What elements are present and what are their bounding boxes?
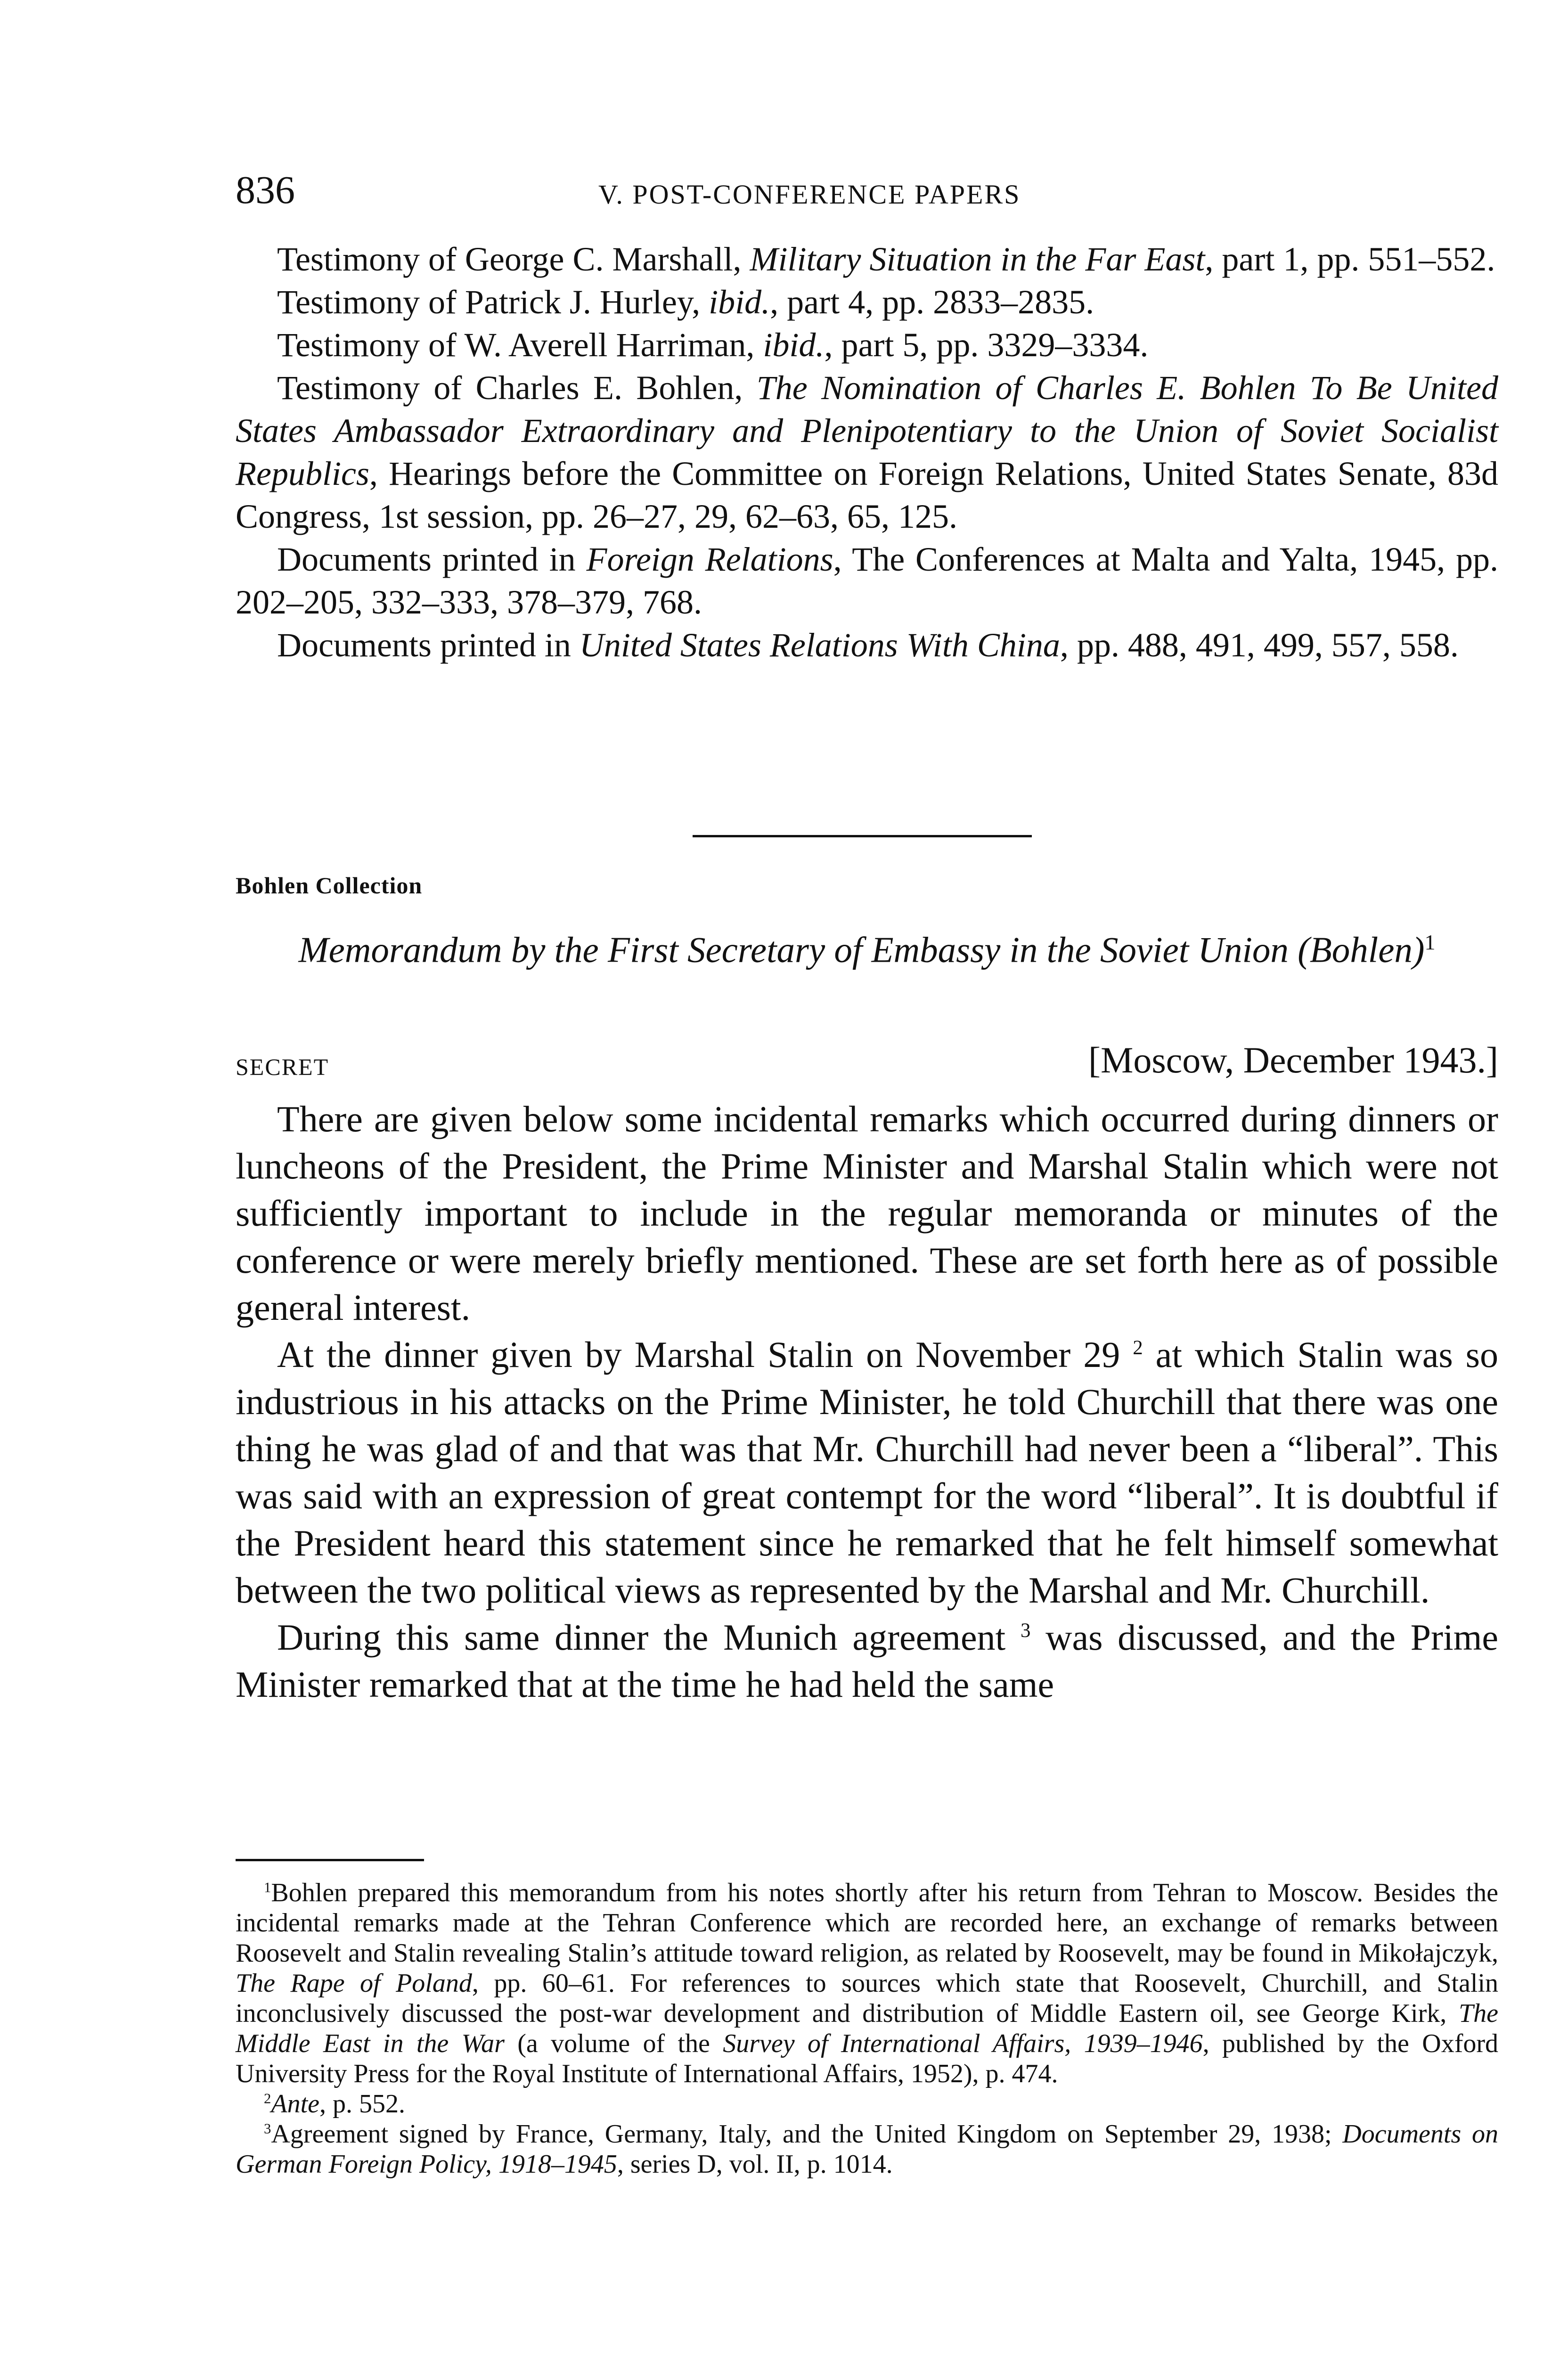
text-run: was discussed, and the Prime Minister remarked that at the time he had held the same [236, 1617, 1498, 1705]
text-run: Agreement signed by France, Germany, Italy, and the United Kingdom on September 29, 1938; [271, 2119, 1343, 2149]
footnote-mark: 1 [264, 1879, 271, 1896]
italic-text: Military Situation in the Far East [750, 240, 1205, 278]
text-run: , part 1, pp. 551–552. [1205, 240, 1495, 278]
footnote [236, 2089, 1498, 2119]
italic-text: Documents on German Foreign Policy, 1918–1945 [236, 2119, 1498, 2179]
text-run: , The Conferences at Malta and Yalta, 1945, pp. 202–205, 332–333, 378–379, 768. [236, 540, 1499, 621]
text-run: Documents printed in [277, 540, 587, 578]
text-run: There are given below some incidental remarks which occurred during dinners or luncheons of the President, the Prime Minister and Marshal Stalin which were not sufficiently important to include in the regular memoranda or minutes of the conference or were merely briefly mentioned. These are set forth here as of possible general interest. [236, 1098, 1498, 1328]
source-entry [236, 538, 1498, 624]
memorandum-body [236, 1096, 1498, 1708]
source-entry [236, 324, 1498, 367]
source-entry [236, 624, 1498, 667]
italic-text: ibid. [709, 283, 770, 321]
italic-text: The Rape of Poland [236, 1969, 472, 1998]
text-run: , p. 552. [319, 2089, 406, 2119]
text-run: , part 4, pp. 2833–2835. [770, 283, 1094, 321]
document-title [236, 919, 1498, 973]
text-run: During this same dinner the Munich agreement [277, 1617, 1021, 1658]
text-run: at which Stalin was so industrious in his attacks on the Prime Minister, he told Churchill that there was one thing he was glad of and that was that Mr. Churchill had never been a “liberal”. This was said with an expression of great contempt for the word “liberal”. It is doubtful if the President heard this statement since he remarked that he felt himself somewhat between the two political views as represented by the Marshal and Mr. Churchill. [236, 1334, 1498, 1611]
footnote-mark: 3 [264, 2120, 271, 2137]
source-entry [236, 367, 1498, 538]
footnotes [236, 1878, 1498, 2179]
title-footnote-mark: 1 [1424, 930, 1436, 954]
classification-label: SECRET [236, 1054, 329, 1080]
text-run: , pp. 488, 491, 499, 557, 558. [1060, 626, 1459, 664]
body-paragraph [236, 1614, 1498, 1708]
source-entry [236, 281, 1498, 324]
text-run: Testimony of Charles E. Bohlen, [277, 369, 757, 407]
text-run: Documents printed in [277, 626, 580, 664]
section-divider [693, 835, 1032, 837]
title-text: Memorandum by the First Secretary of Embassy in the Soviet Union (Bohlen) [298, 929, 1425, 970]
body-paragraph [236, 1096, 1498, 1331]
italic-text: The Nomination of Charles E. Bohlen To Be United States Ambassador Extraordinary and Plenipotentiary to the Union of Soviet Socialist Republics [236, 369, 1499, 492]
running-head: V. POST-CONFERENCE PAPERS [598, 179, 1021, 210]
footnote-mark: 3 [1020, 1620, 1031, 1642]
footnote [236, 1878, 1498, 2089]
page-number: 836 [236, 168, 295, 212]
text-run: At the dinner given by Marshal Stalin on November 29 [277, 1334, 1133, 1375]
footnote-mark: 2 [1133, 1337, 1143, 1359]
text-run: , published by the Oxford University Press for the Royal Institute of International Affairs, 1952), p. 474. [236, 2029, 1498, 2088]
footnote-divider [236, 1859, 424, 1861]
source-list [236, 238, 1498, 667]
italic-text: Survey of International Affairs, 1939–1946 [723, 2029, 1203, 2058]
text-run: (a volume of the [504, 2029, 723, 2058]
page-header [236, 167, 1498, 219]
italic-text: The Middle East in the War [236, 1999, 1498, 2058]
italic-text: Foreign Relations [586, 540, 833, 578]
italic-text: Ante [271, 2089, 320, 2119]
text-run: Testimony of W. Averell Harriman, [277, 326, 763, 364]
collection-label: Bohlen Collection [236, 872, 423, 899]
dateline: [Moscow, December 1943.] [1088, 1039, 1498, 1080]
source-entry [236, 238, 1498, 281]
document-page [236, 0, 1498, 2356]
text-run: , Hearings before the Committee on Foreign Relations, United States Senate, 83d Congress, 1st session, pp. 26–27, 29, 62–63, 65, 125. [236, 455, 1498, 535]
text-run: Testimony of George C. Marshall, [277, 240, 750, 278]
text-run: , part 5, pp. 3329–3334. [824, 326, 1149, 364]
italic-text: United States Relations With China [579, 626, 1060, 664]
italic-text: ibid. [763, 326, 825, 364]
text-run: Bohlen prepared this memorandum from his notes shortly after his return from Tehran to Moscow. Besides the incidental remarks made at the Tehran Conference which are recorded here, an exchange of remarks between Roosevelt and Stalin revealing Stalin’s attitude toward religion, as related by Roosevelt, may be found in Mikołajczyk, [236, 1878, 1498, 1968]
text-run: , series D, vol. II, p. 1014. [617, 2150, 893, 2179]
footnote-mark: 2 [264, 2090, 271, 2107]
body-paragraph [236, 1331, 1498, 1614]
text-run: , pp. 60–61. For references to sources which state that Roosevelt, Churchill, and Stalin inconclusively discussed the post-war development and distribution of Middle Eastern oil, see George Kirk, [236, 1969, 1499, 2028]
footnote [236, 2119, 1498, 2179]
text-run: Testimony of Patrick J. Hurley, [277, 283, 709, 321]
